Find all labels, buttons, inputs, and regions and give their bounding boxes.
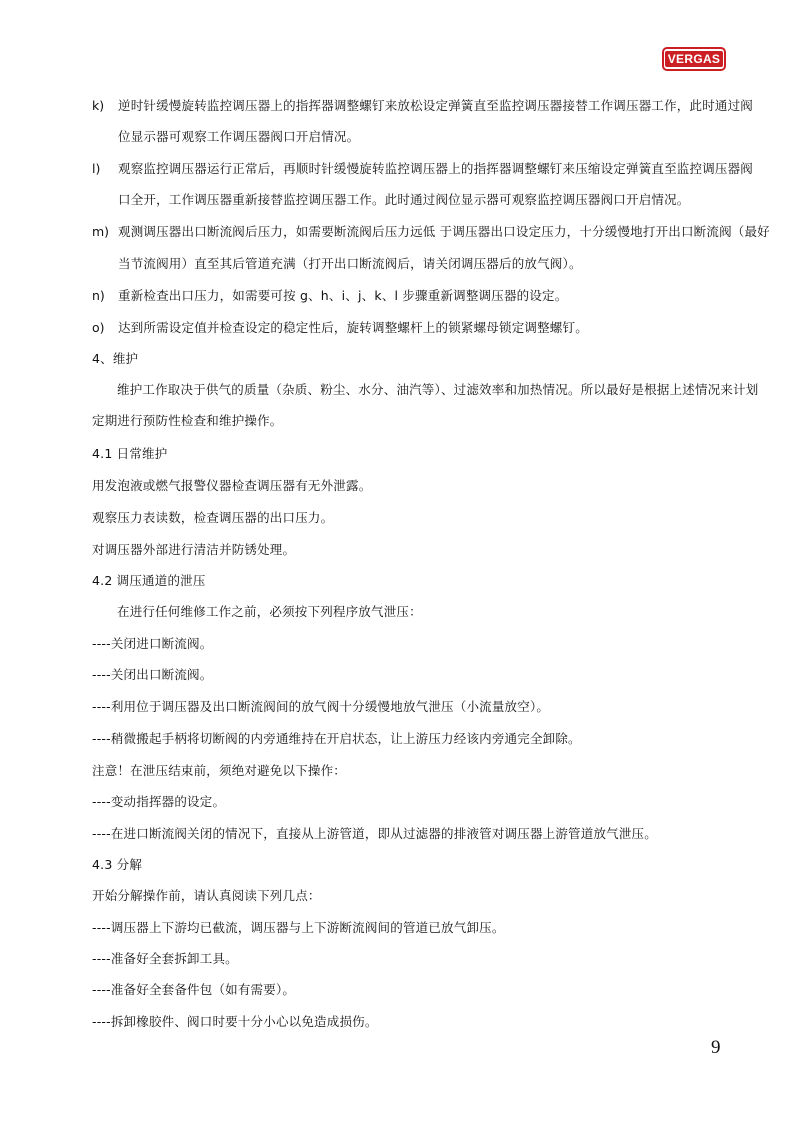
disassembly-item: ----准备好全套拆卸工具。 [92, 951, 238, 966]
step-label-n: n) [92, 288, 105, 303]
step-n-line-1: 重新检查出口压力，如需要可按 g、h、i、j、k、l 步骤重新调整调压器的设定。 [118, 288, 568, 303]
step-m-line-1: 观测调压器出口断流阀后压力，如需要断流阀后压力远低 于调压器出口设定压力，十分缓慢地打开出口断流阀（最好 [118, 224, 770, 239]
warning-note: 注意！在泄压结束前，须绝对避免以下操作： [92, 763, 347, 778]
section-4-2-heading: 4.2 调压通道的泄压 [92, 573, 206, 588]
disassembly-item: ----准备好全套备件包（如有需要）。 [92, 982, 296, 997]
step-o-line-1: 达到所需设定值并检查设定的稳定性后，旋转调整螺杆上的锁紧螺母锁定调整螺钉。 [118, 320, 588, 335]
section-4-paragraph-line-1: 维护工作取决于供气的质量（杂质、粉尘、水分、油汽等）、过滤效率和加热情况。所以最好是根据上述情况来计划 [117, 382, 759, 397]
step-k-line-1: 逆时针缓慢旋转监控调压器上的指挥器调整螺钉来放松设定弹簧直至监控调压器接替工作调压器工作，此时通过阀 [118, 98, 754, 113]
maintenance-item: 对调压器外部进行清洁并防锈处理。 [92, 542, 296, 557]
step-label-k: k) [92, 98, 105, 113]
page-number: 9 [711, 1037, 721, 1058]
disassembly-item: ----调压器上下游均已截流，调压器与上下游断流阀间的管道已放气卸压。 [92, 920, 505, 935]
step-label-m: m) [92, 224, 110, 239]
maintenance-item: 观察压力表读数，检查调压器的出口压力。 [92, 510, 334, 525]
step-k-line-2: 位显示器可观察工作调压器阀口开启情况。 [118, 129, 360, 144]
warning-item: ----在进口断流阀关闭的情况下，直接从上游管道，即从过滤器的排液管对调压器上游管道放气泄压。 [92, 826, 657, 841]
section-4-heading: 4、维护 [92, 351, 139, 366]
depressurize-step: ----关闭进口断流阀。 [92, 636, 213, 651]
depressurize-step: ----稍微搬起手柄将切断阀的内旁通维持在开启状态，让上游压力经该内旁通完全卸除。 [92, 731, 581, 746]
section-4-2-intro: 在进行任何维修工作之前，必须按下列程序放气泄压： [117, 604, 422, 619]
step-m-line-2: 当节流阀用）直至其后管道充满（打开出口断流阀后，请关闭调压器后的放气阀）。 [118, 256, 582, 271]
section-4-3-intro: 开始分解操作前，请认真阅读下列几点： [92, 888, 321, 903]
vergas-logo [662, 47, 726, 71]
depressurize-step: ----关闭出口断流阀。 [92, 667, 213, 682]
logo-text: VERGAS [665, 51, 723, 67]
section-4-3-heading: 4.3 分解 [92, 857, 143, 872]
step-l-line-2: 口全开，工作调压器重新接替监控调压器工作。此时通过阀位显示器可观察监控调压器阀口开启情况。 [118, 192, 690, 207]
depressurize-step: ----利用位于调压器及出口断流阀间的放气阀十分缓慢地放气泄压（小流量放空）。 [92, 699, 550, 714]
section-4-paragraph-line-2: 定期进行预防性检查和维护操作。 [92, 413, 283, 428]
disassembly-item: ----拆卸橡胶件、阀口时要十分小心以免造成损伤。 [92, 1014, 378, 1029]
maintenance-item: 用发泡液或燃气报警仪器检查调压器有无外泄露。 [92, 478, 372, 493]
section-4-1-heading: 4.1 日常维护 [92, 446, 168, 461]
step-label-o: o) [92, 320, 105, 335]
step-label-l: l) [92, 161, 101, 176]
step-l-line-1: 观察监控调压器运行正常后，再顺时针缓慢旋转监控调压器上的指挥器调整螺钉来压缩设定弹簧直至监控调压器阀 [118, 161, 754, 176]
warning-item: ----变动指挥器的设定。 [92, 794, 226, 809]
